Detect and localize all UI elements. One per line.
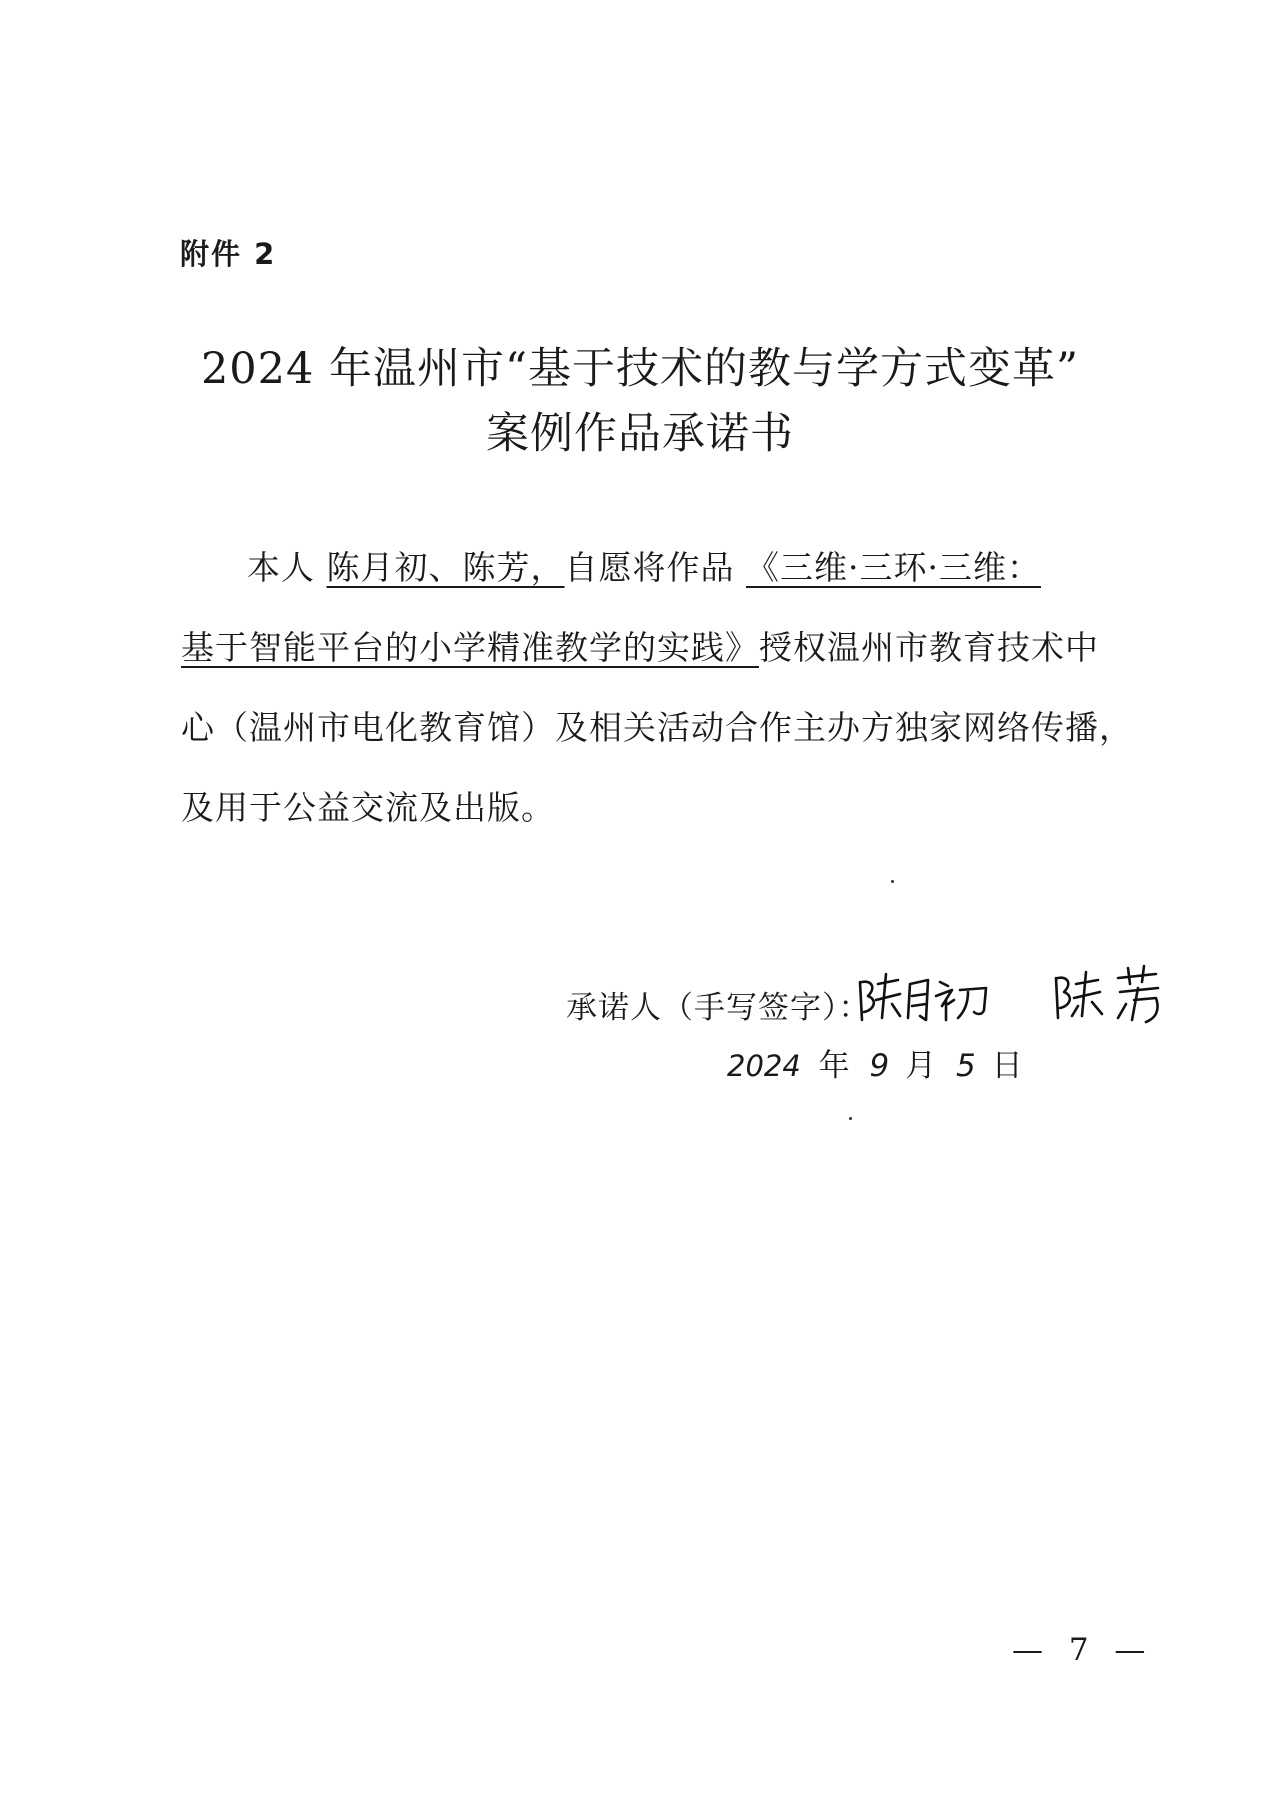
document-title-line1: 2024 年温州市“基于技术的教与学方式变革” (200, 344, 1080, 394)
signature-label: 承诺人（手写签字）： (566, 990, 871, 1026)
authors-underlined: 陈月初、陈芳， (326, 548, 565, 587)
p1-mid: 自愿将作品 (564, 548, 735, 587)
page-number: — 7 — (1012, 1632, 1154, 1668)
signing-date (727, 1040, 1023, 1085)
commitment-paragraph (181, 528, 1141, 848)
paragraph-line-1 (181, 528, 1141, 608)
paragraph-line-2 (181, 608, 1141, 688)
scan-speck (849, 1117, 852, 1120)
date-year-suffix: 年 (818, 1048, 850, 1084)
p1-prefix: 本人 (247, 548, 315, 587)
date-day: 5 (955, 1048, 976, 1084)
scan-speck (891, 880, 894, 883)
document-title-line2: 案例作品承诺书 (486, 409, 794, 459)
line2-rest: 授权温州市教育技术中 (759, 628, 1099, 667)
date-month-suffix: 月 (905, 1048, 937, 1084)
handwritten-signature (856, 960, 1176, 1040)
attachment-label: 附件 2 (180, 237, 277, 271)
date-day-suffix: 日 (991, 1048, 1023, 1084)
work-title-part2: 基于智能平台的小学精准教学的实践》 (181, 628, 759, 667)
paragraph-line-4: 及用于公益交流及出版。 (181, 788, 555, 827)
date-month: 9 (869, 1048, 890, 1084)
date-year: 2024 (727, 1049, 801, 1083)
paragraph-line-3: 心（温州市电化教育馆）及相关活动合作主办方独家网络传播， (181, 708, 1133, 747)
work-title-part1: 《三维·三环·三维： (746, 548, 1041, 587)
